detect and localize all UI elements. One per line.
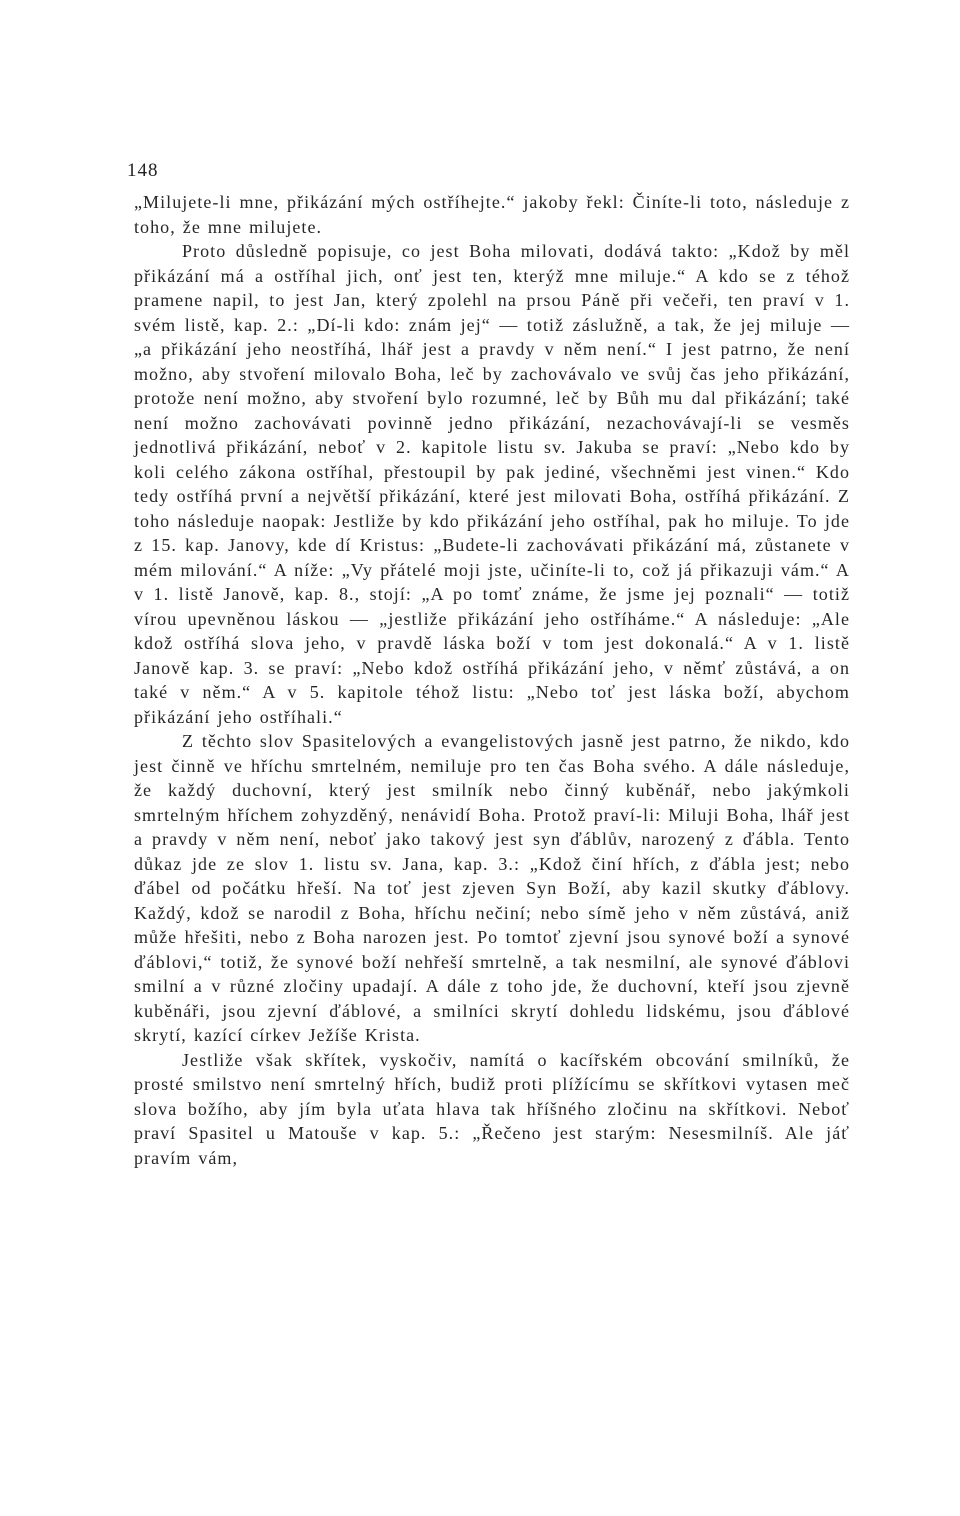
body-text [134,190,850,1170]
page-number: 148 [127,160,159,181]
paragraph-4: Jestliže však skřítek, vyskočiv, namítá o kacířském obcování smilníků, že prosté smilstvo není smrtelný hřích, budiž proti plížícímu se skřítkovi vytasen meč slova božího, aby jím byla uťata hlava tak hříšného zločinu na skřítkovi. Neboť praví Spasitel u Matouše v kap. 5.: „Řečeno jest starým: Nesesmilníš. Ale jáť pravím vám, [134,1049,850,1168]
paragraph-1: „Milujete-li mne, přikázání mých ostříhejte.“ jakoby řekl: Činíte-li toto, následuje z toho, že mne milujete. [134,192,850,237]
paragraph-2: Proto důsledně popisuje, co jest Boha milovati, dodává takto: „Kdož by měl přikázání má a ostříhal jich, onť jest ten, kterýž mne miluje.“ A kdo se z téhož pramene napil, to jest Jan, který zpolehl na prsou Páně při večeři, ten praví v 1. svém listě, kap. 2.: „Dí-li kdo: znám jej“ — totiž záslužně, a tak, že jej miluje — „a přikázání jeho neostříhá, lhář jest a pravdy v něm není.“ I jest patrno, že není možno, aby stvoření milovalo Boha, leč by zachovávalo ve svůj čas jeho přikázání, protože není možno, aby stvoření bylo rozumné, leč by Bůh mu dal přikázání; také není možno zachovávati povinně jedno přikázání, nezachovávají-li se vesměs jednotlivá přikázání, neboť v 2. kapitole listu sv. Jakuba se praví: „Nebo kdo by koli celého zákona ostříhal, přestoupil by pak jediné, všechněmi jest vinen.“ Kdo tedy ostříhá první a největší přikázání, které jest milovati Boha, ostříhá přikázání. Z toho následuje naopak: Jestliže by kdo přikázání jeho ostříhal, pak ho miluje. To jde z 15. kap. Janovy, kde dí Kristus: „Budete-li zachovávati přikázání má, zůstanete v mém milování.“ A níže: „Vy přátelé moji jste, učiníte-li to, což já přikazuji vám.“ A v 1. listě Janově, kap. 8., stojí: „A po tomť známe, že jsme jej poznali“ — totiž vírou upevněnou láskou — „jestliže přikázání jeho ostříháme.“ A následuje: „Ale kdož ostříhá slova jeho, v pravdě láska boží v tom jest dokonalá.“ A v 1. listě Janově kap. 3. se praví: „Nebo kdož ostříhá přikázání jeho, v němť zůstává, a on také v něm.“ A v 5. kapitole téhož listu: „Nebo toť jest láska boží, abychom přikázání jeho ostříhali.“ [134,241,850,727]
paragraph-3: Z těchto slov Spasitelových a evangelistových jasně jest patrno, že nikdo, kdo jest činně ve hříchu smrtelném, nemiluje pro ten čas Boha svého. A dále následuje, že každý duchovní, který jest smilník nebo činný kuběnář, nebo jakýmkoli smrtelným hříchem zohyzděný, nenávidí Boha. Protož praví-li: Miluji Boha, lhář jest a pravdy v něm není, neboť jako takový jest syn ďáblův, narozený z ďábla. Tento důkaz jde ze slov 1. listu sv. Jana, kap. 3.: „Kdož činí hřích, z ďábla jest; nebo ďábel od počátku hřeší. Na toť jest zjeven Syn Boží, aby kazil skutky ďáblovy. Každý, kdož se narodil z Boha, hříchu nečiní; nebo símě jeho v něm zůstává, aniž může hřešiti, nebo z Boha narozen jest. Po tomtoť zjevní jsou synové boží a synové ďáblovi,“ totiž, že synové boží nehřeší smrtelně, a tak nesmilní, ale synové ďáblovi smilní a v různé zločiny upadají. A dále z toho jde, že duchovní, kteří jsou zjevně kuběnáři, jsou zjevní ďáblové, a smilníci skrytí dohledu lidskému, jsou ďáblové skrytí, kazící církev Ježíše Krista. [134,731,850,1045]
